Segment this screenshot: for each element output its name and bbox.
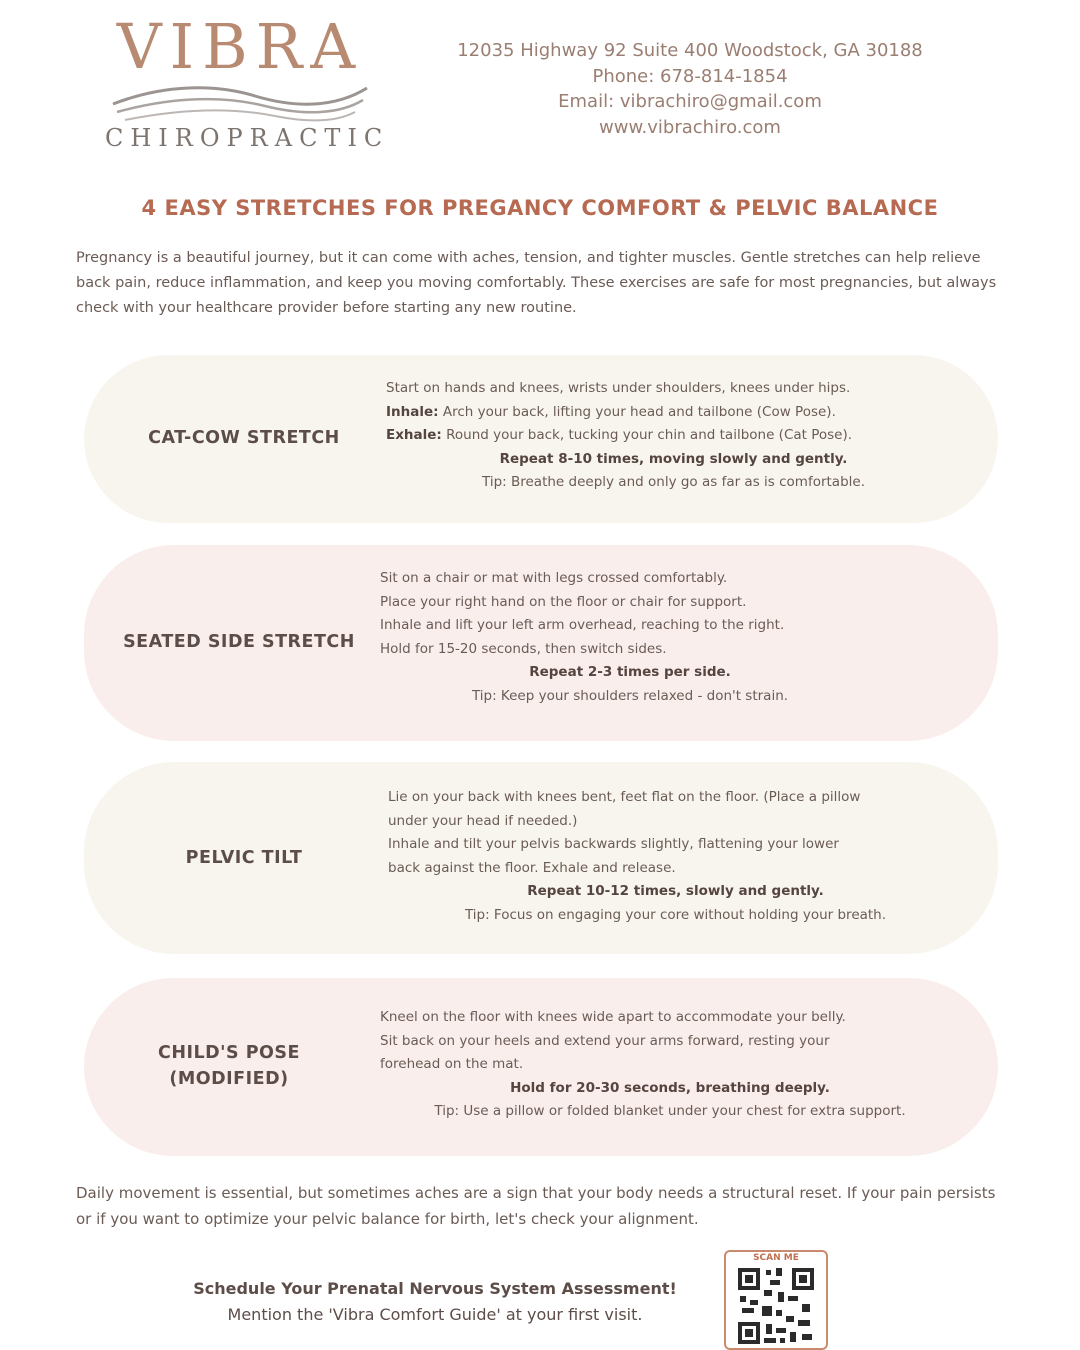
instruction-line	[386, 471, 961, 495]
instruction-text: back against the floor. Exhale and release.	[388, 859, 676, 876]
instruction-line	[380, 1100, 960, 1124]
page-title: 4 EASY STRETCHES FOR PREGANCY COMFORT & PELVIC BALANCE	[141, 196, 939, 220]
qr-label: SCAN ME	[753, 1253, 799, 1263]
email[interactable]: Email: vibrachiro@gmail.com	[558, 91, 822, 112]
instruction-line	[386, 377, 961, 401]
stretch-instructions	[380, 1006, 960, 1124]
header	[0, 0, 1080, 170]
stretch-card-seated-side	[84, 545, 998, 741]
stretch-title: CAT-COW STRETCH	[148, 428, 340, 448]
instruction-line	[380, 614, 880, 638]
stretch-title: SEATED SIDE STRETCH	[123, 632, 355, 652]
stretch-instructions	[380, 567, 880, 708]
wave-icon	[105, 74, 375, 124]
qr-code-icon	[736, 1266, 816, 1346]
instruction-line	[380, 1030, 960, 1054]
call-to-action	[140, 1276, 730, 1328]
instruction-text: Inhale and lift your left arm overhead, reaching to the right.	[380, 617, 785, 633]
instruction-line	[388, 810, 963, 834]
instruction-line	[380, 567, 880, 591]
cta-headline: Schedule Your Prenatal Nervous System Assessment!	[193, 1279, 677, 1298]
instruction-text: Repeat 8-10 times, moving slowly and gently.	[499, 450, 848, 467]
instruction-line	[388, 833, 963, 857]
instruction-line	[380, 685, 880, 709]
instruction-text: forehead on the mat.	[380, 1056, 524, 1072]
instruction-line	[380, 1077, 960, 1101]
instruction-line	[386, 424, 961, 448]
instruction-text: Tip: Focus on engaging your core without holding your breath.	[464, 906, 887, 923]
stretch-title: PELVIC TILT	[185, 848, 303, 868]
instruction-line	[380, 1053, 960, 1077]
instruction-line	[380, 661, 880, 685]
instruction-label: Exhale:	[386, 427, 442, 443]
instruction-text: Place your right hand on the floor or chair for support.	[380, 593, 747, 610]
instruction-text: Hold for 20-30 seconds, breathing deeply.	[510, 1079, 830, 1096]
instruction-line	[388, 786, 963, 810]
qr-code[interactable]	[724, 1250, 828, 1350]
logo-wordmark: VIBRA	[116, 10, 364, 83]
instruction-text: Repeat 10-12 times, slowly and gently.	[527, 883, 824, 899]
instruction-line	[380, 638, 880, 662]
instruction-text: Sit on a chair or mat with legs crossed comfortably.	[380, 570, 728, 586]
instruction-label: Inhale:	[386, 403, 439, 420]
outro-paragraph: Daily movement is essential, but sometimes aches are a sign that your body needs a structural reset. If your pain persists or if you want to optimize your pelvic balance for birth, let's check your alignment.	[76, 1184, 996, 1228]
instruction-text: Tip: Breathe deeply and only go as far as is comfortable.	[482, 474, 865, 490]
instruction-text: under your head if needed.)	[388, 812, 578, 829]
instruction-text: Tip: Keep your shoulders relaxed - don't strain.	[471, 687, 789, 704]
contact-info	[385, 38, 995, 140]
vibra-logo	[105, 10, 390, 162]
instruction-text: Kneel on the floor with knees wide apart to accommodate your belly.	[380, 1009, 846, 1025]
instruction-line	[388, 904, 963, 928]
instruction-text: Inhale and tilt your pelvis backwards slightly, flattening your lower	[388, 836, 839, 852]
phone[interactable]: Phone: 678-814-1854	[592, 65, 788, 87]
instruction-text: Start on hands and knees, wrists under shoulders, knees under hips.	[386, 380, 851, 396]
stretch-title: CHILD'S POSE (MODIFIED)	[158, 1043, 300, 1089]
stretch-card-pelvic-tilt	[84, 762, 998, 954]
instruction-line	[388, 857, 963, 881]
instruction-line	[386, 401, 961, 425]
instruction-text: Tip: Use a pillow or folded blanket under your chest for extra support.	[434, 1103, 906, 1119]
instruction-text: Lie on your back with knees bent, feet flat on the floor. (Place a pillow	[388, 789, 861, 805]
address: 12035 Highway 92 Suite 400 Woodstock, GA 30188	[457, 40, 923, 61]
intro-paragraph: Pregnancy is a beautiful journey, but it can come with aches, tension, and tighter muscles. Gentle stretches can help relieve back pain, reduce inflammation, and keep you moving comfortably. These exercises are safe for most pregnancies, but always check with your healthcare provider before starting any new routine.	[76, 250, 997, 316]
instruction-text: Repeat 2-3 times per side.	[529, 664, 731, 680]
instruction-text: Round your back, tucking your chin and tailbone (Cat Pose).	[441, 427, 853, 443]
instruction-line	[386, 448, 961, 472]
stretch-instructions	[388, 786, 963, 927]
logo-subtitle: CHIROPRACTIC	[105, 124, 390, 152]
instruction-line	[380, 591, 880, 615]
stretch-card-childs-pose	[84, 978, 998, 1156]
website-link[interactable]: www.vibrachiro.com	[599, 116, 781, 138]
instruction-text: Sit back on your heels and extend your arms forward, resting your	[380, 1032, 830, 1049]
stretch-card-cat-cow	[84, 355, 998, 523]
instruction-line	[380, 1006, 960, 1030]
cta-subline: Mention the 'Vibra Comfort Guide' at your first visit.	[227, 1305, 643, 1324]
instruction-text: Hold for 15-20 seconds, then switch sides.	[380, 640, 667, 657]
instruction-text: Arch your back, lifting your head and tailbone (Cow Pose).	[438, 403, 836, 420]
instruction-line	[388, 880, 963, 904]
stretch-instructions	[386, 377, 961, 495]
